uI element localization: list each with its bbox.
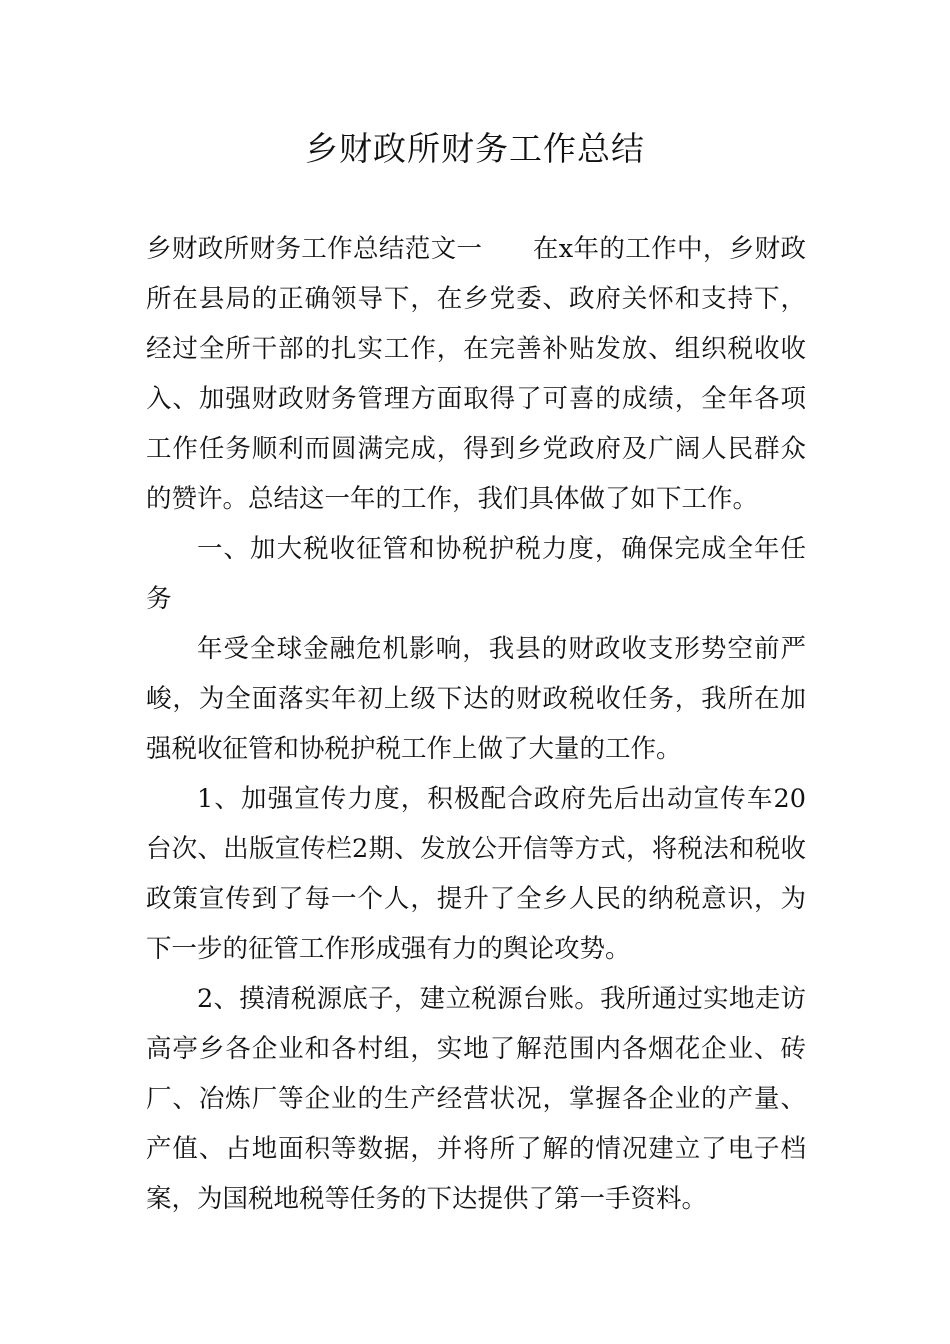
- intro-text: 在x年的工作中，乡财政所在县局的正确领导下，在乡党委、政府关怀和支持下，经过全所干部的扎实工作，在完善补贴发放、组织税收收入、加强财政财务管理方面取得了可喜的成绩，全年各项工作任务顺利而圆满完成，得到乡党政府及广阔人民群众的赞许。总结这一年的工作，我们具体做了如下工作。: [146, 234, 806, 514]
- section1-heading: 一、加大税收征管和协税护税力度，确保完成全年任务: [146, 534, 806, 614]
- item2-paragraph: 2、摸清税源底子，建立税源台账。我所通过实地走访高亭乡各企业和各村组，实地了解范围内各烟花企业、砖厂、冶炼厂等企业的生产经营状况，掌握各企业的产量、产值、占地面积等数据，并将所了解的情况建立了电子档案，为国税地税等任务的下达提供了第一手资料。: [146, 984, 806, 1214]
- intro-label: 乡财政所财务工作总结范文一: [146, 234, 483, 264]
- document-title: 乡财政所财务工作总结: [305, 129, 645, 168]
- item1-paragraph: 1、加强宣传力度，积极配合政府先后出动宣传车20台次、出版宣传栏2期、发放公开信等方式，将税法和税收政策宣传到了每一个人，提升了全乡人民的纳税意识，为下一步的征管工作形成强有力的舆论攻势。: [146, 784, 806, 964]
- intro-paragraph: [146, 224, 806, 524]
- section1-paragraph: 年受全球金融危机影响，我县的财政收支形势空前严峻，为全面落实年初上级下达的财政税收任务，我所在加强税收征管和协税护税工作上做了大量的工作。: [146, 634, 806, 764]
- document-body: [146, 224, 806, 1224]
